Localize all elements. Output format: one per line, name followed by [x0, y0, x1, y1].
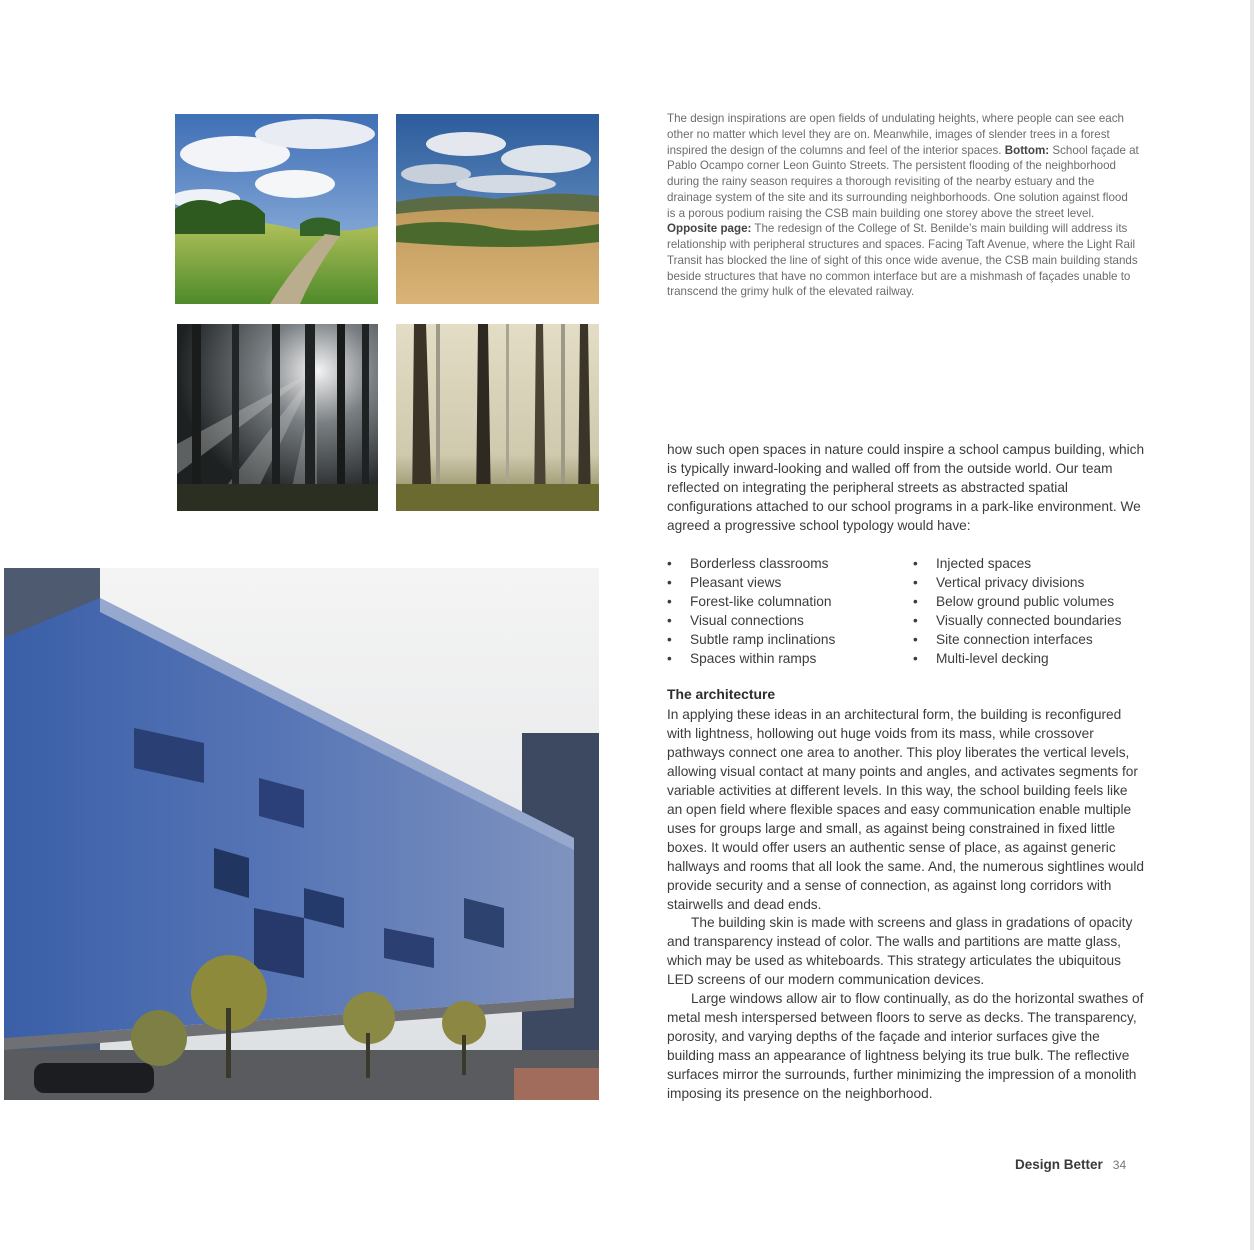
- list-item: • Subtle ramp inclinations: [667, 630, 913, 649]
- architecture-body: [667, 706, 1145, 1104]
- caption-opposite-text: The redesign of the College of St. Benilde’s main building will address its relationship with peripheral structures and spaces. Facing Taft Avenue, where the Light Rail Transit has blocked the line of sight of this once wide avenue, the CSB main building stands beside structures that have no common interface but are a mishmash of façades unable to transcend the grimy hulk of the elevated railway.: [667, 222, 1138, 299]
- page-number: 34: [1112, 1158, 1127, 1172]
- list-item: • Pleasant views: [667, 573, 913, 592]
- caption-bottom-text: School façade at Pablo Ocampo corner Leon Guinto Streets. The persistent flooding of the neighborhood during the rainy season requires a thorough revisiting of the nearby estuary and the drainage system of the site and its surrounding neighborhoods. One solution against flood is a porous podium raising the CSB main building one storey above the street level.: [667, 143, 1139, 220]
- list-item: • Site connection interfaces: [913, 630, 1147, 649]
- list-item: • Injected spaces: [913, 554, 1147, 573]
- caption-intro: The design inspirations are open fields of undulating heights, where people can see each other no matter which level they are on. Meanwhile, images of slender trees in a forest inspired the design of the columns and feel of the interior spaces.: [667, 112, 1124, 157]
- forest-sunbeams-photo: [177, 324, 378, 511]
- list-item: • Borderless classrooms: [667, 554, 913, 573]
- page-edge: [1250, 0, 1254, 1250]
- list-item: • Visually connected boundaries: [913, 611, 1147, 630]
- section-heading: The architecture: [667, 686, 776, 702]
- architecture-paragraph-1: In applying these ideas in an architectural form, the building is reconfigured with lightness, hollowing out huge voids from its mass, while crossover pathways connect one area to another. This ploy liberates the vertical levels, allowing visual contact at many points and angles, and activates segments for variable activities at different levels. In this way, the school building feels like an open field where flexible spaces and easy communication enable multiple uses for groups large and small, as against being constrained in fixed little boxes. It would offer users an authentic sense of place, as against generic hallways and rooms that all look the same. And, the numerous sightlines would provide security and a sense of connection, as against long corridors with stairwells and dead ends.: [667, 707, 1145, 912]
- misty-forest-photo: [396, 324, 599, 511]
- landscape-path-photo: [175, 114, 378, 304]
- list-item: • Spaces within ramps: [667, 649, 913, 668]
- architecture-paragraph-3: Large windows allow air to flow continually, as do the horizontal swathes of metal mesh interspersed between floors to serve as decks. The transparency, porosity, and varying depths of the façade and interior surfaces give the building mass an appearance of lightness belying its true bulk. The reflective surfaces mirror the surrounds, further minimizing the impression of a monolith imposing its presence on the neighborhood.: [667, 991, 1144, 1102]
- building-rendering-photo: [4, 568, 599, 1100]
- typology-list-right: [913, 554, 1147, 668]
- intro-paragraph: how such open spaces in nature could inspire a school campus building, which is typically inward-looking and walled off from the outside world. Our team reflected on integrating the peripheral streets as abstracted spatial configurations attached to our school programs in a park-like environment. We agreed a progressive school typology would have:: [667, 442, 1145, 533]
- architecture-paragraph-2: The building skin is made with screens and glass in gradations of opacity and transparency instead of color. The walls and partitions are matte glass, which may be used as whiteboards. This strategy articulates the ubiquitous LED screens of our modern communication devices.: [667, 915, 1133, 988]
- list-item: • Multi-level decking: [913, 649, 1147, 668]
- list-item: • Vertical privacy divisions: [913, 573, 1147, 592]
- typology-list-left: [667, 554, 913, 668]
- list-item: • Visual connections: [667, 611, 913, 630]
- page-footer: [1015, 1157, 1126, 1172]
- typology-list: [667, 554, 1147, 668]
- photo-caption: [667, 111, 1139, 300]
- caption-opposite-label: Opposite page:: [667, 222, 752, 236]
- book-title: Design Better: [1015, 1157, 1103, 1172]
- list-item: • Below ground public volumes: [913, 592, 1147, 611]
- rolling-fields-photo: [396, 114, 599, 304]
- caption-bottom-label: Bottom:: [1004, 143, 1050, 157]
- list-item: • Forest-like columnation: [667, 592, 913, 611]
